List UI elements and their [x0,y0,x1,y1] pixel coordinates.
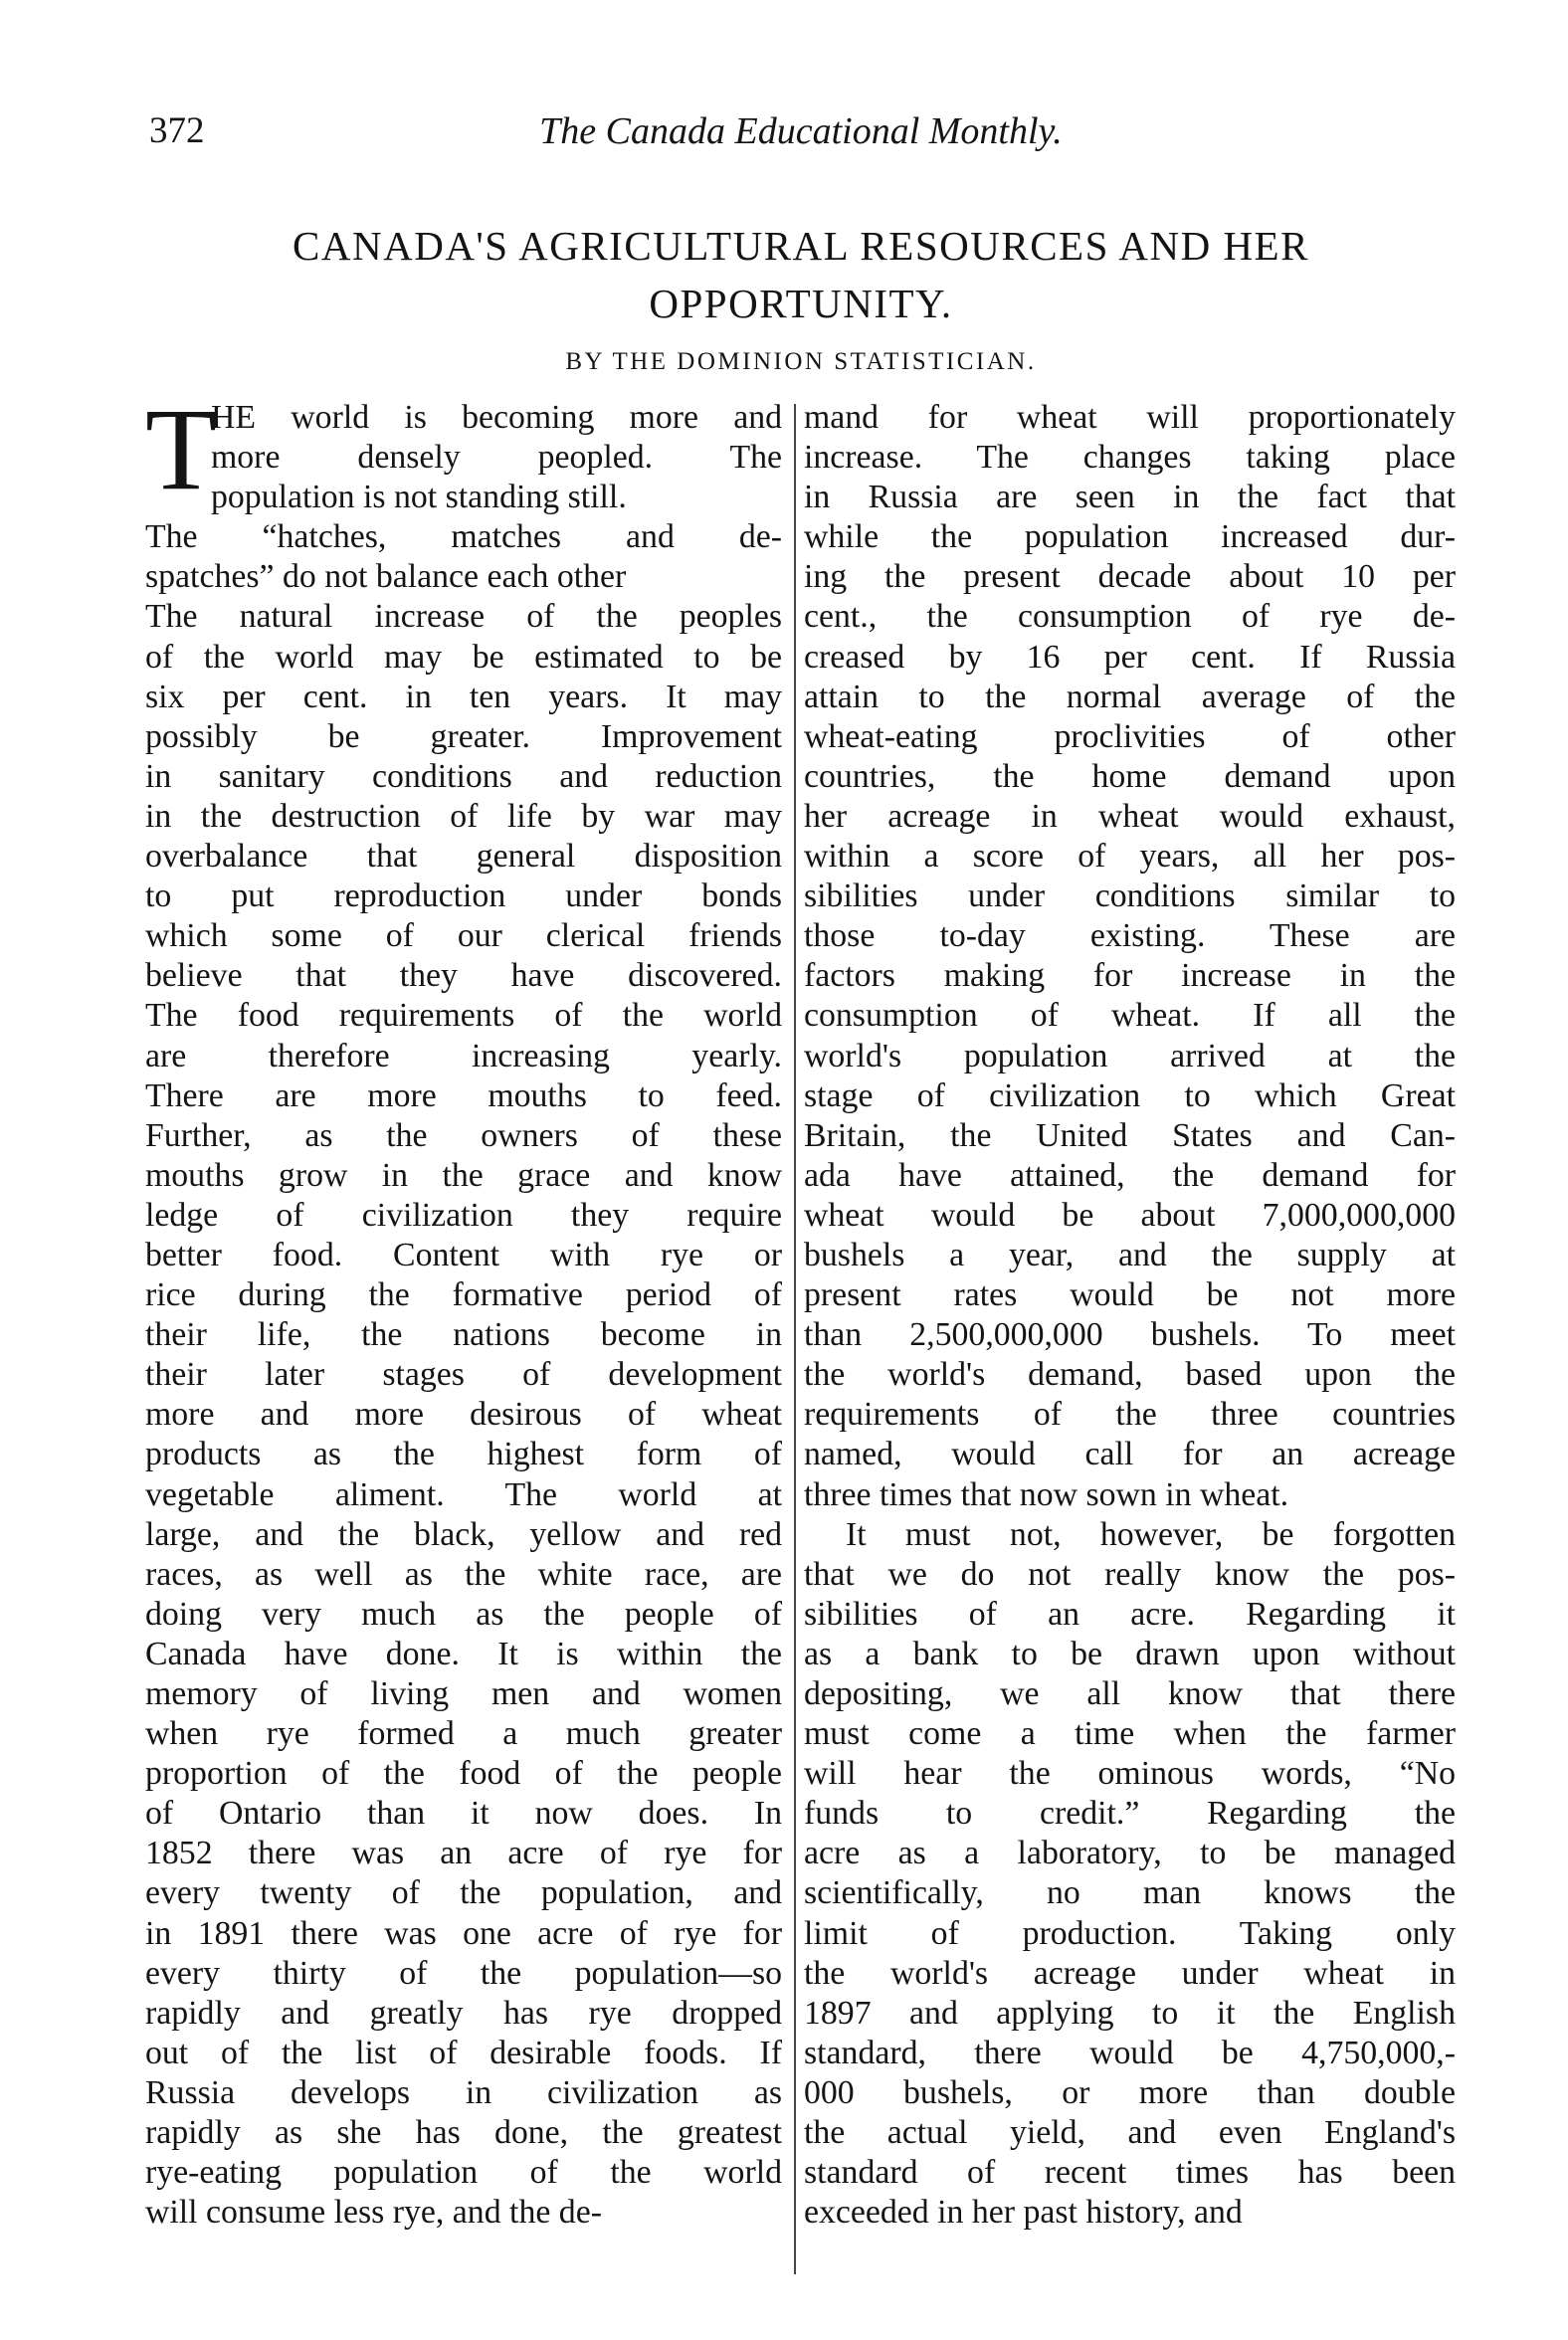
text-line: large, and the black, yellow and red [145,1515,782,1553]
text-line: mouths grow in the grace and know [145,1156,782,1194]
text-line: the actual yield, and even England's [804,2114,1456,2152]
text-line: in the destruction of life by war may [145,797,782,835]
text-line: rye-eating population of the world [145,2154,782,2192]
text-line: when rye formed a much greater [145,1715,782,1753]
text-line: vegetable aliment. The world at [145,1475,782,1513]
text-line: six per cent. in ten years. It may [145,678,782,715]
text-line: every thirty of the population—so [145,1954,782,1992]
text-line: consumption of wheat. If all the [804,997,1456,1035]
text-line: as a bank to be drawn upon without [804,1635,1456,1672]
text-line: world's population arrived at the [804,1037,1456,1074]
column-divider [794,404,796,2274]
text-line: The “hatches, matches and de- [145,518,782,556]
text-line: increase. The changes taking place [804,439,1456,477]
text-line: will hear the ominous words, “No [804,1755,1456,1793]
text-line: races, as well as the white race, are [145,1555,782,1593]
drop-cap: T [145,384,218,514]
text-line: which some of our clerical friends [145,917,782,955]
text-line: wheat-eating proclivities of other [804,717,1456,755]
text-line: The food requirements of the world [145,997,782,1035]
text-line: HE world is becoming more and [211,399,782,436]
text-line: than 2,500,000,000 bushels. To meet [804,1316,1456,1354]
text-line: factors making for increase in the [804,957,1456,995]
text-line: in sanitary conditions and reduction [145,757,782,795]
right-column [804,398,1456,2233]
text-line: possibly be greater. Improvement [145,717,782,755]
text-line: limit of production. Taking only [804,1914,1456,1952]
text-line: in 1891 there was one acre of rye for [145,1914,782,1952]
text-line: population is not standing still. [211,479,627,516]
text-line: rapidly and greatly has rye dropped [145,1994,782,2032]
text-line: The natural increase of the peoples [145,598,782,636]
text-line: 1897 and applying to it the English [804,1994,1456,2032]
text-line: stage of civilization to which Great [804,1076,1456,1114]
text-line: sibilities of an acre. Regarding it [804,1595,1456,1633]
text-line: products as the highest form of [145,1436,782,1473]
text-line: out of the list of desirable foods. If [145,2034,782,2071]
text-line: wheat would be about 7,000,000,000 [804,1196,1456,1234]
text-line: ada have attained, the demand for [804,1156,1456,1194]
text-line: will consume less rye, and the de- [145,2194,602,2232]
text-line: doing very much as the people of [145,1595,782,1633]
text-line: Canada have done. It is within the [145,1635,782,1672]
text-line: 1852 there was an acre of rye for [145,1835,782,1872]
text-line: every twenty of the population, and [145,1874,782,1912]
text-line: 000 bushels, or more than double [804,2073,1456,2111]
text-line: acre as a laboratory, to be managed [804,1835,1456,1872]
text-line: more densely peopled. The [211,439,782,477]
text-line: more and more desirous of wheat [145,1396,782,1434]
text-line: their life, the nations become in [145,1316,782,1354]
text-line: of Ontario than it now does. In [145,1795,782,1833]
text-line: ing the present decade about 10 per [804,558,1456,596]
text-line: Russia develops in civilization as [145,2073,782,2111]
text-line: Further, as the owners of these [145,1116,782,1154]
text-line: the world's demand, based upon the [804,1356,1456,1394]
text-line: three times that now sown in wheat. [804,1475,1289,1513]
article-title-line-1: CANADA'S AGRICULTURAL RESOURCES AND HER [293,223,1309,269]
text-line: memory of living men and women [145,1675,782,1712]
text-line: their later stages of development [145,1356,782,1394]
text-line: of the world may be estimated to be [145,638,782,676]
text-line: the world's acreage under wheat in [804,1954,1456,1992]
text-line: creased by 16 per cent. If Russia [804,638,1456,676]
text-line: It must not, however, be forgotten [846,1515,1456,1553]
text-line: requirements of the three countries [804,1396,1456,1434]
text-line: standard, there would be 4,750,000,- [804,2034,1456,2071]
page-number: 372 [149,110,205,151]
text-line: mand for wheat will proportionately [804,399,1456,436]
text-line: sibilities under conditions similar to [804,878,1456,915]
text-line: standard of recent times has been [804,2154,1456,2192]
text-line: proportion of the food of the people [145,1755,782,1793]
text-line: There are more mouths to feed. [145,1076,782,1114]
text-line: present rates would be not more [804,1276,1456,1314]
text-line: scientifically, no man knows the [804,1874,1456,1912]
article-title-line-2: OPPORTUNITY. [649,281,953,326]
text-line: attain to the normal average of the [804,678,1456,715]
text-line: must come a time when the farmer [804,1715,1456,1753]
text-line: while the population increased dur- [804,518,1456,556]
article-title [149,217,1453,332]
article-byline: BY THE DOMINION STATISTICIAN. [565,348,1037,375]
text-line: ledge of civilization they require [145,1196,782,1234]
text-line: in Russia are seen in the fact that [804,479,1456,516]
text-line: to put reproduction under bonds [145,878,782,915]
text-line: cent., the consumption of rye de- [804,598,1456,636]
text-line: Britain, the United States and Can- [804,1116,1456,1154]
running-title: The Canada Educational Monthly. [539,110,1063,152]
text-line: funds to credit.” Regarding the [804,1795,1456,1833]
text-line: bushels a year, and the supply at [804,1236,1456,1273]
text-line: those to-day existing. These are [804,917,1456,955]
text-line: overbalance that general disposition [145,838,782,876]
text-line: better food. Content with rye or [145,1236,782,1273]
text-line: her acreage in wheat would exhaust, [804,797,1456,835]
text-line: that we do not really know the pos- [804,1555,1456,1593]
text-line: believe that they have discovered. [145,957,782,995]
text-line: are therefore increasing yearly. [145,1037,782,1074]
text-line: rice during the formative period of [145,1276,782,1314]
left-column [145,384,782,2233]
text-line: countries, the home demand upon [804,757,1456,795]
text-line: named, would call for an acreage [804,1436,1456,1473]
text-line: rapidly as she has done, the greatest [145,2114,782,2152]
text-line: within a score of years, all her pos- [804,838,1456,876]
text-line: depositing, we all know that there [804,1675,1456,1712]
text-line: spatches” do not balance each other [145,558,627,596]
page-header [149,109,1453,163]
text-line: exceeded in her past history, and [804,2194,1243,2232]
